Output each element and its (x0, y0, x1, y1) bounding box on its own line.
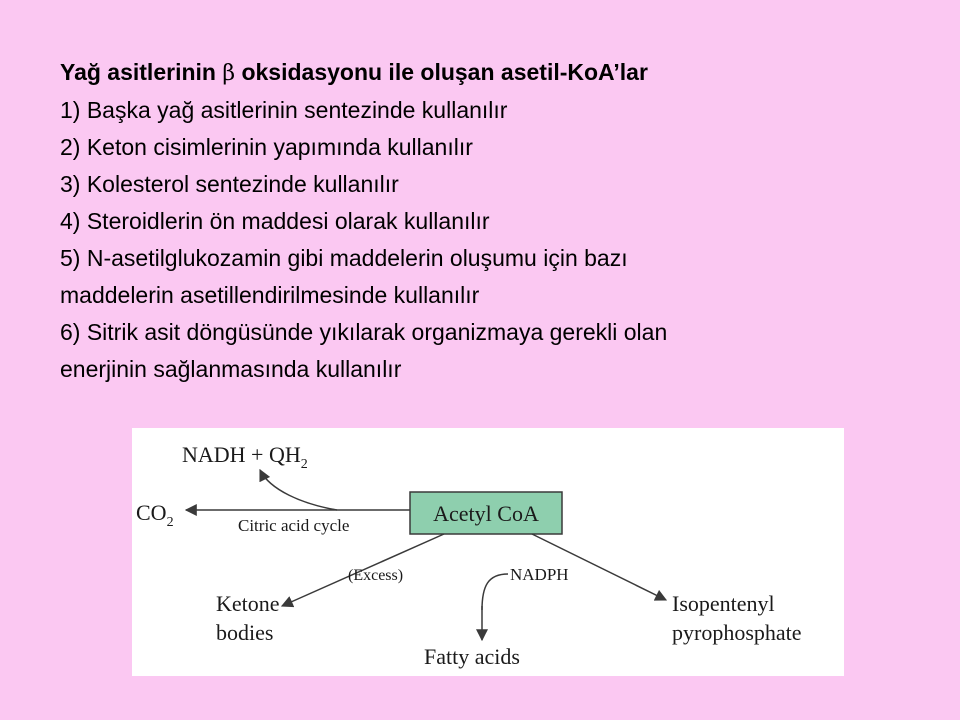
list-item-1: 1) Başka yağ asitlerinin sentezinde kullanılır (60, 97, 508, 123)
title-text-end: oksidasyonu ile oluşan asetil-KoA’lar (235, 59, 648, 85)
ketone-label-line2: bodies (216, 620, 274, 645)
excess-label: (Excess) (348, 567, 404, 584)
list-item-6-continued: enerjinin sağlanmasında kullanılır (60, 356, 402, 382)
diagram-svg (132, 428, 844, 676)
nadh-qh2-label: NADH + $QH_2$ (182, 442, 308, 472)
slide-title (60, 54, 940, 92)
title-text-start: Yağ asitlerinin (60, 59, 223, 85)
arrow-to-nadh (260, 470, 337, 510)
ketone-label-line1: Ketone (216, 591, 280, 616)
beta-symbol: β (222, 61, 236, 86)
acetyl-coa-label: Acetyl CoA (433, 501, 539, 526)
list-item-3: 3) Kolesterol sentezinde kullanılır (60, 171, 399, 197)
list-item-6: 6) Sitrik asit döngüsünde yıkılarak organizmaya gerekli olan (60, 319, 668, 345)
list-item-5-continued: maddelerin asetillendirilmesinde kullanılır (60, 282, 480, 308)
list-item-5: 5) N-asetilglukozamin gibi maddelerin oluşumu için bazı (60, 245, 628, 271)
citric-acid-cycle-label: Citric acid cycle (238, 516, 350, 535)
acetyl-coa-diagram (132, 428, 844, 676)
nadph-curve (482, 574, 508, 610)
nadph-label: NADPH (510, 565, 569, 584)
list-item-4: 4) Steroidlerin ön maddesi olarak kullanılır (60, 208, 490, 234)
isopentenyl-label-line2: pyrophosphate (672, 620, 802, 645)
co2-label: $CO_2$ (136, 500, 174, 530)
text-block (60, 54, 940, 388)
isopentenyl-label-line1: Isopentenyl (672, 591, 775, 616)
list-item-2: 2) Keton cisimlerinin yapımında kullanılır (60, 134, 473, 160)
fatty-acids-label: Fatty acids (424, 644, 520, 669)
